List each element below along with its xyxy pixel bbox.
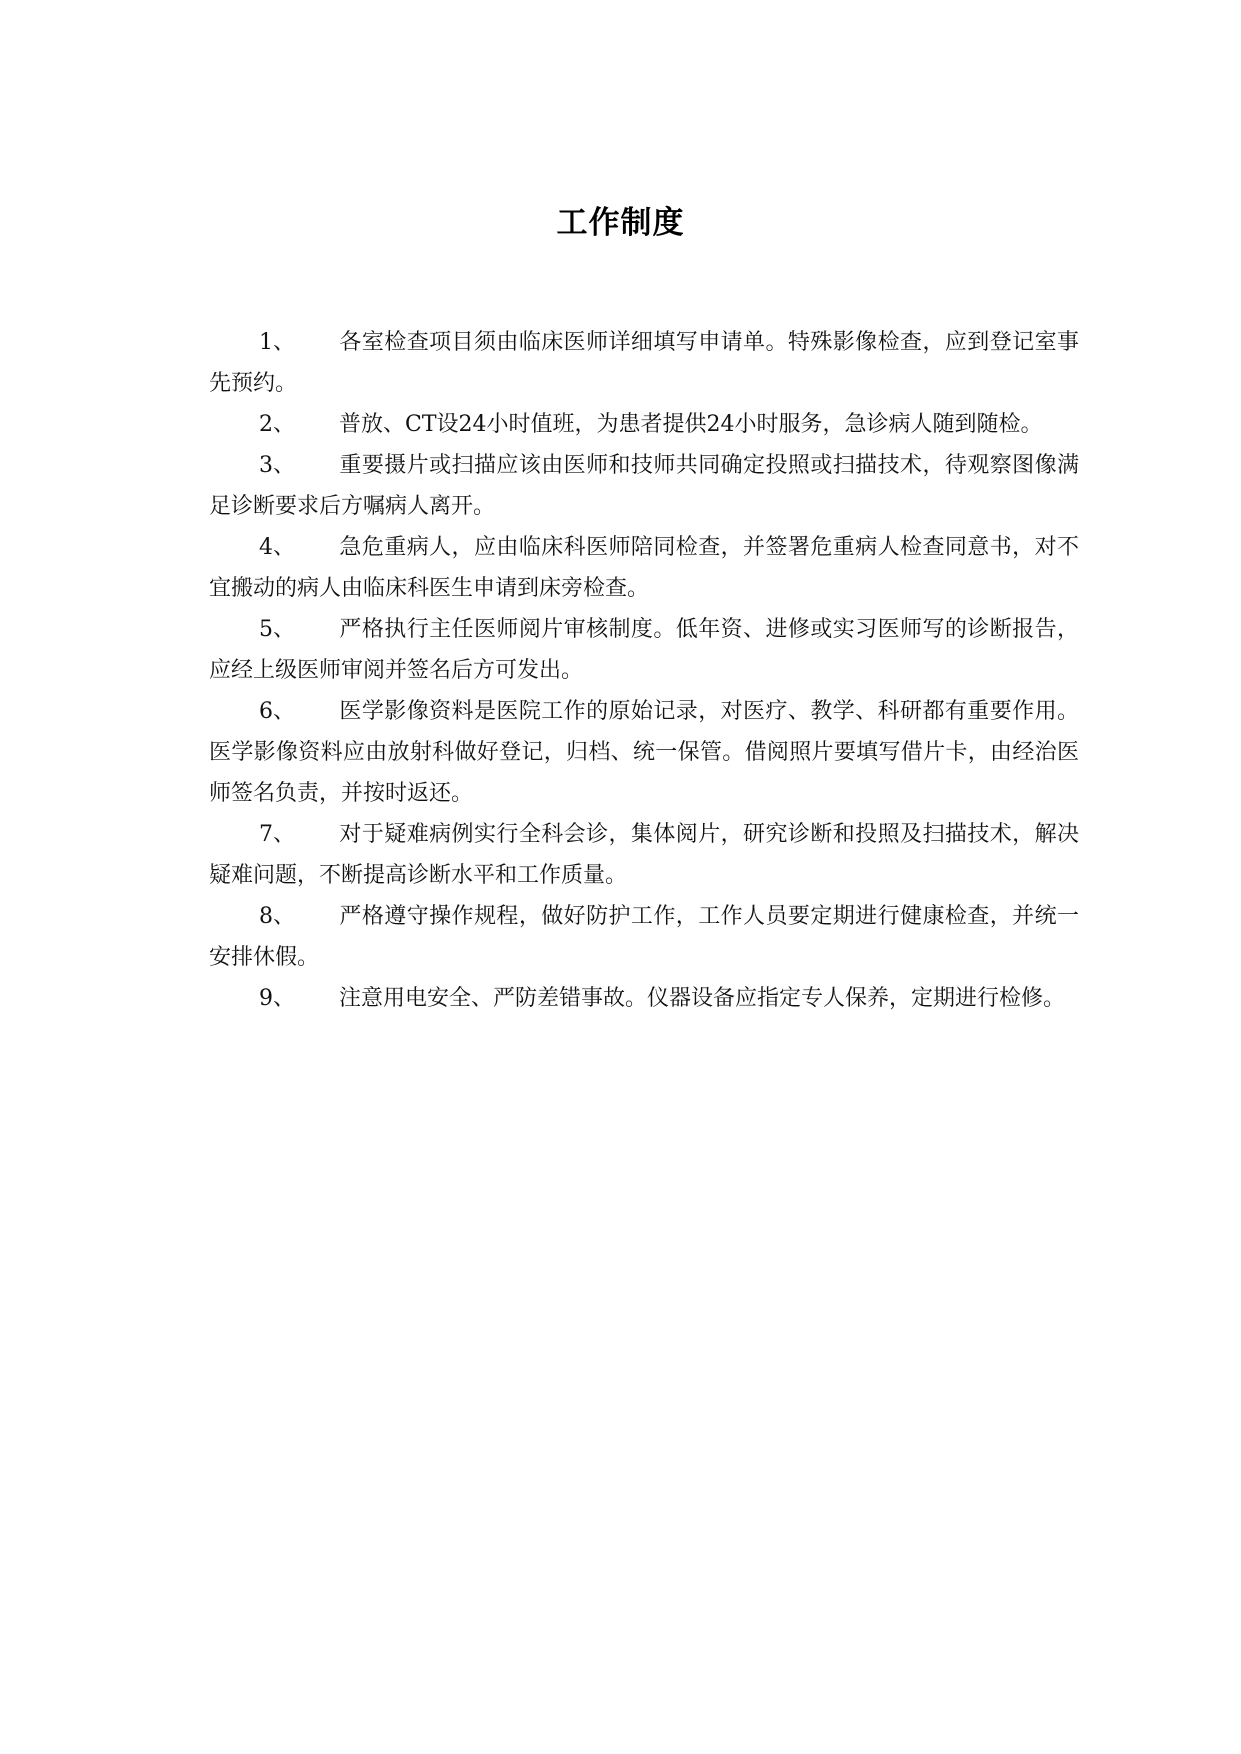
rule-text: 对于疑难病例实行全科会诊，集体阅片，研究诊断和投照及扫描技术，解决疑难问题，不断提高诊断水平和工作质量。 [209,822,1079,888]
rule-text: 严格执行主任医师阅片审核制度。低年资、进修或实习医师写的诊断报告，应经上级医师审阅并签名后方可发出。 [209,617,1079,683]
rule-item [209,814,1079,896]
rule-item [209,691,1079,814]
rule-item [209,896,1079,978]
rule-number: 2、 [259,412,295,437]
rule-item [209,609,1079,691]
rule-item [209,978,1079,1019]
rule-text: 注意用电安全、严防差错事故。仪器设备应指定专人保养，定期进行检修。 [339,986,1066,1011]
rule-number: 1、 [259,330,295,355]
rule-text: 普放、CT设24小时值班，为患者提供24小时服务，急诊病人随到随检。 [339,412,1043,437]
rule-number: 9、 [259,986,295,1011]
document-title: 工作制度 [556,205,685,241]
rule-item [209,404,1079,445]
rule-number: 3、 [259,453,295,478]
rule-item [209,445,1079,527]
rule-text: 各室检查项目须由临床医师详细填写申请单。特殊影像检查，应到登记室事先预约。 [209,330,1079,396]
rule-item [209,527,1079,609]
rule-item [209,322,1079,404]
rule-text: 重要摄片或扫描应该由医师和技师共同确定投照或扫描技术，待观察图像满足诊断要求后方嘱病人离开。 [209,453,1079,519]
rule-number: 5、 [259,617,295,642]
rule-number: 7、 [259,822,295,847]
rule-number: 6、 [259,699,295,724]
rule-number: 4、 [259,535,295,560]
rule-text: 急危重病人，应由临床科医师陪同检查，并签署危重病人检查同意书，对不宜搬动的病人由临床科医生申请到床旁检查。 [209,535,1079,601]
rules-list [209,322,1079,1019]
rule-text: 严格遵守操作规程，做好防护工作，工作人员要定期进行健康检查，并统一安排休假。 [209,904,1079,970]
rule-text: 医学影像资料是医院工作的原始记录，对医疗、教学、科研都有重要作用。医学影像资料应由放射科做好登记，归档、统一保管。借阅照片要填写借片卡，由经治医师签名负责，并按时返还。 [209,699,1079,806]
rule-number: 8、 [259,904,295,929]
